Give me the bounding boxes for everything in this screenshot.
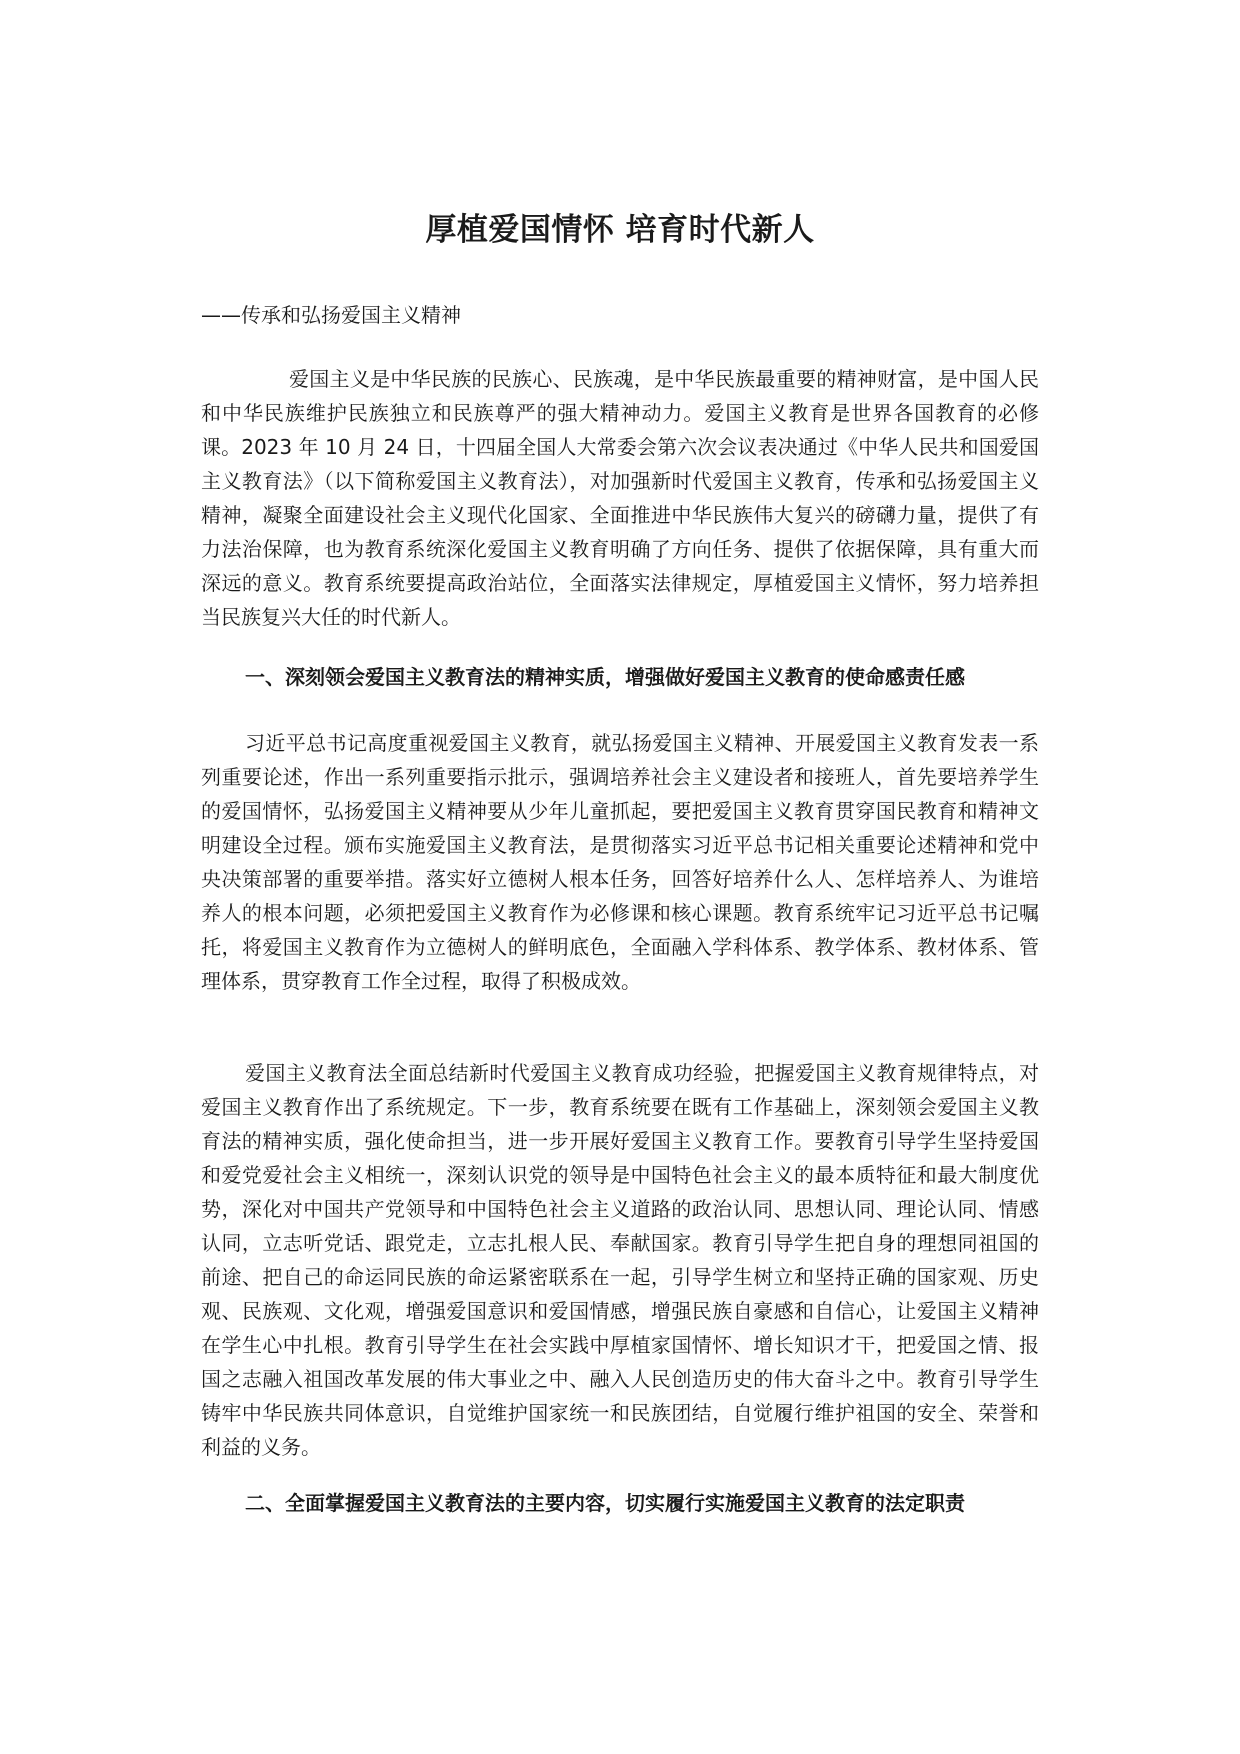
section-heading-2: 二、全面掌握爱国主义教育法的主要内容，切实履行实施爱国主义教育的法定职责 <box>245 1491 965 1515</box>
document-subtitle: ——传承和弘扬爱国主义精神 <box>201 303 461 327</box>
section-heading-1: 一、深刻领会爱国主义教育法的精神实质，增强做好爱国主义教育的使命感责任感 <box>245 665 965 689</box>
document-title: 厚植爱国情怀 培育时代新人 <box>425 212 815 248</box>
section-1-paragraph-2: 爱国主义教育法全面总结新时代爱国主义教育成功经验，把握爱国主义教育规律特点，对爱国主义教育作出了系统规定。下一步，教育系统要在既有工作基础上，深刻领会爱国主义教育法的精神实质，强化使命担当，进一步开展好爱国主义教育工作。要教育引导学生坚持爱国和爱党爱社会主义相统一，深刻认识党的领导是中国特色社会主义的最本质特征和最大制度优势，深化对中国共产党领导和中国特色社会主义道路的政治认同、思想认同、理论认同、情感认同，立志听党话、跟党走，立志扎根人民、奉献国家。教育引导学生把自身的理想同祖国的前途、把自己的命运同民族的命运紧密联系在一起，引导学生树立和坚持正确的国家观、历史观、民族观、文化观，增强爱国意识和爱国情感，增强民族自豪感和自信心，让爱国主义精神在学生心中扎根。教育引导学生在社会实践中厚植家国情怀、增长知识才干，把爱国之情、报国之志融入祖国改革发展的伟大事业之中、融入人民创造历史的伟大奋斗之中。教育引导学生铸牢中华民族共同体意识，自觉维护国家统一和民族团结，自觉履行维护祖国的安全、荣誉和利益的义务。 <box>201 1061 1039 1459</box>
section-1-paragraph-1: 习近平总书记高度重视爱国主义教育，就弘扬爱国主义精神、开展爱国主义教育发表一系列重要论述，作出一系列重要指示批示，强调培养社会主义建设者和接班人，首先要培养学生的爱国情怀，弘扬爱国主义精神要从少年儿童抓起，要把爱国主义教育贯穿国民教育和精神文明建设全过程。颁布实施爱国主义教育法，是贯彻落实习近平总书记相关重要论述精神和党中央决策部署的重要举措。落实好立德树人根本任务，回答好培养什么人、怎样培养人、为谁培养人的根本问题，必须把爱国主义教育作为必修课和核心课题。教育系统牢记习近平总书记嘱托，将爱国主义教育作为立德树人的鲜明底色，全面融入学科体系、教学体系、教材体系、管理体系，贯穿教育工作全过程，取得了积极成效。 <box>201 731 1039 993</box>
intro-paragraph: 爱国主义是中华民族的民族心、民族魂，是中华民族最重要的精神财富，是中国人民和中华民族维护民族独立和民族尊严的强大精神动力。爱国主义教育是世界各国教育的必修课。2023 年 10 月 24 日，十四届全国人大常委会第六次会议表决通过《中华人民共和国爱国主义教育法》（以下简称爱国主义教育法），对加强新时代爱国主义教育，传承和弘扬爱国主义精神，凝聚全面建设社会主义现代化国家、全面推进中华民族伟大复兴的磅礴力量，提供了有力法治保障，也为教育系统深化爱国主义教育明确了方向任务、提供了依据保障，具有重大而深远的意义。教育系统要提高政治站位，全面落实法律规定，厚植爱国主义情怀，努力培养担当民族复兴大任的时代新人。 <box>201 367 1039 629</box>
